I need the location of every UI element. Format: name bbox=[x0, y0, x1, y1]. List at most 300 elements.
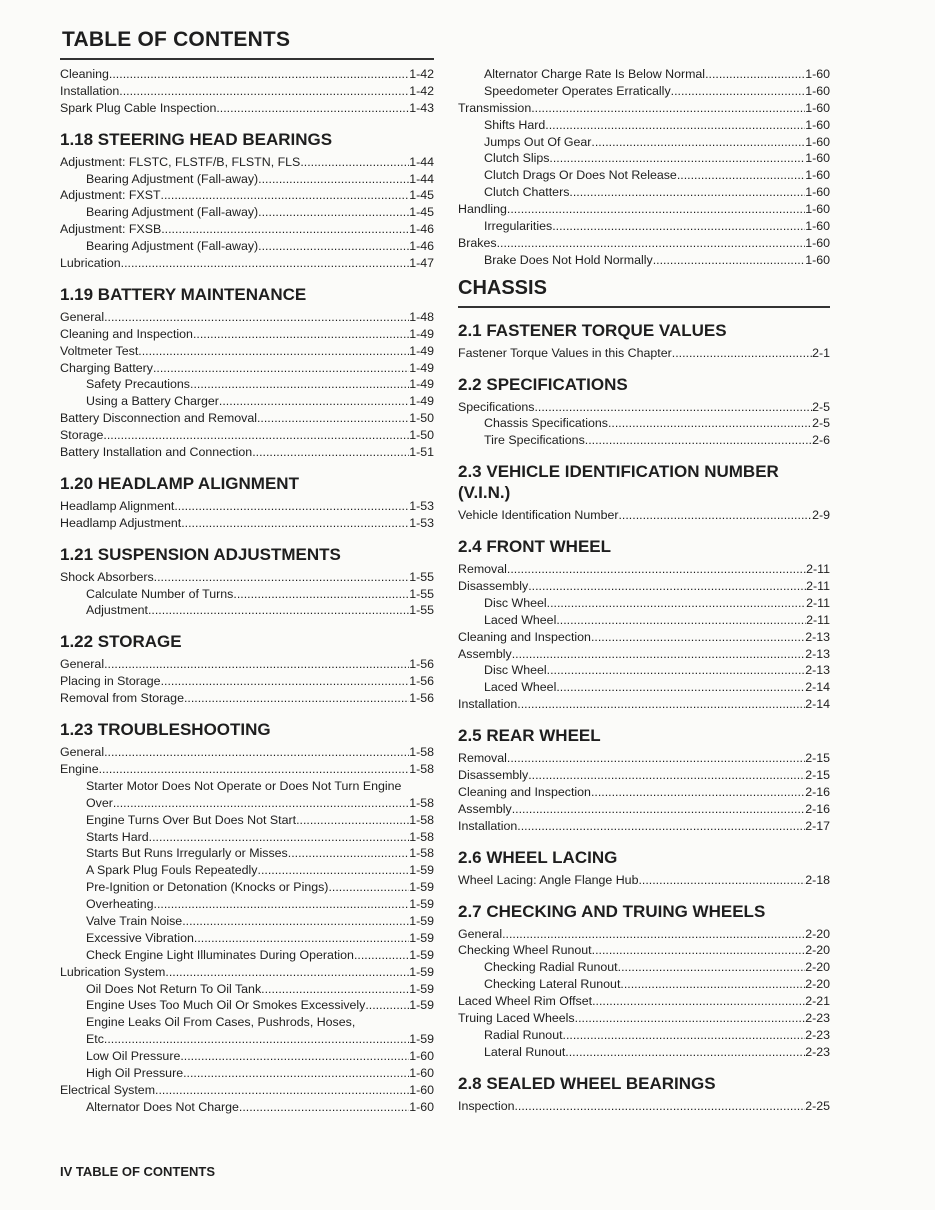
dot-leader bbox=[575, 1010, 806, 1027]
toc-entry[interactable] bbox=[60, 845, 434, 862]
toc-entry[interactable] bbox=[60, 829, 434, 846]
toc-page-number: 2-20 bbox=[805, 960, 830, 975]
toc-page-number: 1-55 bbox=[409, 569, 434, 584]
dot-leader bbox=[534, 399, 812, 416]
dot-leader bbox=[182, 913, 409, 930]
dot-leader bbox=[107, 1031, 409, 1048]
toc-entry-label: Charging Battery bbox=[60, 360, 153, 375]
toc-page-number: 1-49 bbox=[409, 343, 434, 358]
toc-entry[interactable] bbox=[458, 117, 830, 134]
toc-entry[interactable] bbox=[60, 778, 434, 795]
toc-entry[interactable] bbox=[60, 238, 434, 255]
dot-leader bbox=[219, 393, 409, 410]
toc-page-number: 2-9 bbox=[812, 508, 830, 523]
dot-leader bbox=[545, 117, 805, 134]
dot-leader bbox=[153, 360, 409, 377]
dot-leader bbox=[528, 767, 805, 784]
toc-page-number: 1-60 bbox=[409, 1082, 434, 1097]
toc-entry-label: Cleaning and Inspection bbox=[60, 326, 193, 341]
toc-page-number: 1-59 bbox=[409, 913, 434, 928]
toc-entry-label: Specifications bbox=[458, 399, 535, 414]
toc-entry[interactable] bbox=[60, 795, 434, 812]
toc-entry-label: Lateral Runout bbox=[484, 1044, 566, 1059]
toc-entry[interactable] bbox=[458, 100, 830, 117]
toc-entry[interactable] bbox=[458, 150, 830, 167]
toc-entry[interactable] bbox=[458, 801, 830, 818]
toc-entry[interactable] bbox=[60, 964, 434, 981]
toc-entry[interactable] bbox=[458, 415, 830, 432]
toc-page-number: 2-16 bbox=[805, 801, 830, 816]
toc-entry[interactable] bbox=[458, 218, 830, 235]
dot-leader bbox=[138, 343, 409, 360]
toc-page-number: 1-49 bbox=[409, 394, 434, 409]
toc-page-number: 1-60 bbox=[805, 134, 830, 149]
toc-page-number: 2-21 bbox=[805, 994, 830, 1009]
toc-entry-label: Cleaning and Inspection bbox=[458, 784, 591, 799]
toc-page-number: 1-42 bbox=[409, 67, 434, 81]
toc-entry[interactable] bbox=[458, 959, 830, 976]
toc-entry[interactable] bbox=[458, 432, 830, 449]
dot-leader bbox=[154, 896, 410, 913]
toc-entry-label: Clutch Slips bbox=[484, 151, 550, 166]
dot-leader bbox=[528, 578, 806, 595]
toc-entry[interactable] bbox=[60, 1014, 434, 1031]
toc-entry[interactable] bbox=[60, 427, 434, 444]
dot-leader bbox=[181, 515, 409, 532]
dot-leader bbox=[671, 83, 806, 100]
toc-page-number: 2-14 bbox=[805, 697, 830, 712]
toc-right-column bbox=[458, 66, 830, 1115]
toc-page-number: 1-59 bbox=[409, 1032, 434, 1047]
toc-page-number: 1-60 bbox=[805, 235, 830, 250]
toc-entry-label: Installation bbox=[60, 83, 120, 98]
toc-entry[interactable] bbox=[458, 750, 830, 767]
dot-leader bbox=[354, 947, 409, 964]
dot-leader bbox=[556, 679, 805, 696]
toc-entry-label: Engine bbox=[60, 761, 99, 776]
dot-leader bbox=[300, 154, 409, 171]
dot-leader bbox=[591, 134, 805, 151]
dot-leader bbox=[161, 673, 410, 690]
toc-entry[interactable] bbox=[458, 507, 830, 524]
dot-leader bbox=[547, 595, 806, 612]
toc-page-number: 1-59 bbox=[409, 880, 434, 895]
toc-entry[interactable] bbox=[60, 673, 434, 690]
dot-leader bbox=[591, 784, 805, 801]
toc-entry-label: Assembly bbox=[458, 646, 512, 661]
toc-entry[interactable] bbox=[458, 993, 830, 1010]
section-heading: 1.23 TROUBLESHOOTING bbox=[60, 720, 271, 740]
toc-entry-label: Bearing Adjustment (Fall-away) bbox=[86, 205, 259, 220]
toc-entry-label: Adjustment: FLSTC, FLSTF/B, FLSTN, FLS bbox=[60, 154, 301, 169]
toc-entry[interactable] bbox=[458, 1098, 830, 1115]
toc-page-number: 2-1 bbox=[812, 345, 830, 360]
dot-leader bbox=[705, 66, 805, 83]
dot-leader bbox=[288, 845, 409, 862]
dot-leader bbox=[258, 171, 409, 188]
dot-leader bbox=[99, 761, 410, 778]
toc-entry[interactable] bbox=[458, 767, 830, 784]
toc-entry-label: Starter Motor Does Not Operate or Does Not Turn Engine bbox=[86, 778, 402, 793]
dot-leader bbox=[653, 252, 805, 269]
toc-entry-label: Shifts Hard bbox=[484, 117, 546, 132]
toc-page-number: 1-48 bbox=[409, 309, 434, 324]
toc-entry-label: Brake Does Not Hold Normally bbox=[484, 252, 653, 267]
toc-entry[interactable] bbox=[60, 515, 434, 532]
toc-page-number: 1-55 bbox=[409, 586, 434, 601]
toc-entry-label: Check Engine Light Illuminates During Operation bbox=[86, 947, 354, 962]
toc-entry[interactable] bbox=[60, 83, 434, 100]
toc-entry-label: General bbox=[60, 657, 105, 672]
toc-entry[interactable] bbox=[60, 393, 434, 410]
toc-page-number: 2-16 bbox=[805, 784, 830, 799]
toc-entry[interactable] bbox=[458, 561, 830, 578]
dot-leader bbox=[620, 976, 805, 993]
toc-entry-label: General bbox=[60, 745, 105, 760]
dot-leader bbox=[507, 201, 805, 218]
toc-entry-label: Fastener Torque Values in this Chapter bbox=[458, 345, 672, 360]
toc-entry-label: Adjustment: FXST bbox=[60, 188, 161, 203]
title-rule bbox=[60, 58, 434, 60]
toc-entry-label: Cleaning bbox=[60, 67, 109, 81]
toc-page-number: 1-46 bbox=[409, 239, 434, 254]
toc-entry[interactable] bbox=[60, 862, 434, 879]
toc-entry-label: Truing Laced Wheels bbox=[458, 1010, 575, 1025]
toc-entry[interactable] bbox=[60, 1031, 434, 1048]
toc-entry[interactable] bbox=[60, 1082, 434, 1099]
toc-page-number: 2-17 bbox=[805, 818, 830, 833]
toc-page-number: 1-56 bbox=[409, 657, 434, 672]
toc-page-number: 2-14 bbox=[805, 680, 830, 695]
dot-leader bbox=[165, 964, 409, 981]
toc-page-number: 1-60 bbox=[805, 185, 830, 200]
dot-leader bbox=[549, 150, 805, 167]
toc-entry[interactable] bbox=[458, 235, 830, 252]
toc-page-number: 1-47 bbox=[409, 256, 434, 271]
toc-page-number: 1-60 bbox=[805, 100, 830, 115]
toc-entry[interactable] bbox=[60, 187, 434, 204]
toc-page-number: 1-60 bbox=[805, 168, 830, 183]
toc-entry[interactable] bbox=[458, 134, 830, 151]
toc-page-number: 1-56 bbox=[409, 674, 434, 689]
toc-page-number: 1-58 bbox=[409, 846, 434, 861]
toc-entry-label: Laced Wheel bbox=[484, 612, 557, 627]
toc-entry[interactable] bbox=[458, 629, 830, 646]
toc-entry-label: Adjustment bbox=[86, 603, 148, 618]
toc-page-number: 2-20 bbox=[805, 926, 830, 941]
dot-leader bbox=[512, 801, 805, 818]
toc-entry-label: Laced Wheel bbox=[484, 680, 557, 695]
toc-entry-label: Starts Hard bbox=[86, 829, 149, 844]
toc-entry-label: Tire Specifications bbox=[484, 433, 585, 448]
toc-entry[interactable] bbox=[60, 879, 434, 896]
toc-entry[interactable] bbox=[60, 602, 434, 619]
dot-leader bbox=[193, 326, 409, 343]
toc-entry-label: Chassis Specifications bbox=[484, 416, 608, 431]
toc-page-number: 1-45 bbox=[409, 205, 434, 220]
toc-page-number: 1-60 bbox=[805, 219, 830, 234]
toc-entry[interactable] bbox=[458, 976, 830, 993]
toc-entry[interactable] bbox=[60, 913, 434, 930]
dot-leader bbox=[252, 444, 409, 461]
toc-page-number: 1-53 bbox=[409, 515, 434, 530]
toc-entry[interactable] bbox=[458, 646, 830, 663]
dot-leader bbox=[514, 1098, 805, 1115]
toc-entry[interactable] bbox=[60, 498, 434, 515]
toc-entry[interactable] bbox=[60, 586, 434, 603]
toc-page-number: 2-11 bbox=[806, 612, 830, 627]
dot-leader bbox=[103, 427, 409, 444]
toc-entry[interactable] bbox=[60, 1048, 434, 1065]
toc-entry[interactable] bbox=[60, 255, 434, 272]
toc-entry[interactable] bbox=[60, 309, 434, 326]
toc-entry[interactable] bbox=[60, 376, 434, 393]
toc-entry-label: Checking Lateral Runout bbox=[484, 977, 621, 992]
toc-page-number: 1-50 bbox=[409, 411, 434, 426]
section-heading: 2.1 FASTENER TORQUE VALUES bbox=[458, 320, 727, 340]
toc-entry[interactable] bbox=[60, 981, 434, 998]
toc-entry[interactable] bbox=[458, 784, 830, 801]
toc-page-number: 1-58 bbox=[409, 761, 434, 776]
toc-entry-label: Installation bbox=[458, 697, 518, 712]
toc-page-number: 1-59 bbox=[409, 998, 434, 1013]
toc-entry[interactable] bbox=[458, 679, 830, 696]
toc-entry-label: Lubrication bbox=[60, 256, 121, 271]
toc-entry-label: Battery Installation and Connection bbox=[60, 445, 253, 460]
toc-entry[interactable] bbox=[60, 690, 434, 707]
toc-entry-label: Clutch Chatters bbox=[484, 185, 570, 200]
toc-page-number: 1-60 bbox=[805, 67, 830, 81]
dot-leader bbox=[257, 410, 409, 427]
toc-page-number: 2-13 bbox=[805, 646, 830, 661]
toc-entry-label: Low Oil Pressure bbox=[86, 1049, 181, 1064]
toc-page-number: 1-43 bbox=[409, 100, 434, 115]
dot-leader bbox=[261, 981, 409, 998]
toc-page-number: 1-60 bbox=[805, 83, 830, 98]
toc-entry-label: Disc Wheel bbox=[484, 595, 547, 610]
toc-entry[interactable] bbox=[458, 345, 830, 362]
dot-leader bbox=[502, 926, 805, 943]
dot-leader bbox=[556, 612, 806, 629]
dot-leader bbox=[121, 255, 410, 272]
toc-entry[interactable] bbox=[60, 100, 434, 117]
toc-entry-label: Wheel Lacing: Angle Flange Hub bbox=[458, 872, 639, 887]
toc-entry[interactable] bbox=[458, 612, 830, 629]
toc-entry[interactable] bbox=[458, 184, 830, 201]
section-heading: 1.19 BATTERY MAINTENANCE bbox=[60, 284, 307, 304]
dot-leader bbox=[677, 167, 805, 184]
toc-entry[interactable] bbox=[60, 761, 434, 778]
toc-page-number: 1-56 bbox=[409, 691, 434, 706]
dot-leader bbox=[184, 690, 409, 707]
toc-page-number: 1-60 bbox=[409, 1065, 434, 1080]
dot-leader bbox=[190, 376, 409, 393]
dot-leader bbox=[563, 1027, 806, 1044]
toc-entry[interactable] bbox=[60, 410, 434, 427]
dot-leader bbox=[565, 1044, 805, 1061]
toc-entry[interactable] bbox=[458, 872, 830, 889]
toc-entry[interactable] bbox=[458, 942, 830, 959]
toc-page-number: 2-6 bbox=[812, 433, 830, 448]
dot-leader bbox=[258, 862, 410, 879]
toc-entry[interactable] bbox=[458, 1027, 830, 1044]
toc-page-number: 2-18 bbox=[805, 872, 830, 887]
toc-entry-label: Irregularities bbox=[484, 219, 553, 234]
toc-entry-label: Engine Uses Too Much Oil Or Smokes Excessively bbox=[86, 998, 366, 1013]
toc-entry[interactable] bbox=[60, 221, 434, 238]
toc-entry[interactable] bbox=[458, 167, 830, 184]
toc-entry[interactable] bbox=[458, 926, 830, 943]
dot-leader bbox=[233, 586, 409, 603]
toc-page-number: 2-25 bbox=[805, 1098, 830, 1113]
toc-page-number: 1-44 bbox=[409, 171, 434, 186]
toc-entry[interactable] bbox=[60, 656, 434, 673]
toc-entry-label: General bbox=[458, 926, 503, 941]
toc-entry[interactable] bbox=[60, 569, 434, 586]
dot-leader bbox=[194, 930, 409, 947]
toc-page-number: 1-59 bbox=[409, 863, 434, 878]
toc-entry-label: Radial Runout bbox=[484, 1027, 563, 1042]
toc-entry-label: Headlamp Adjustment bbox=[60, 515, 182, 530]
toc-entry[interactable] bbox=[60, 171, 434, 188]
toc-page-number: 1-49 bbox=[409, 326, 434, 341]
dot-leader bbox=[618, 507, 812, 524]
toc-entry-label: Battery Disconnection and Removal bbox=[60, 411, 257, 426]
toc-entry-label: Handling bbox=[458, 202, 507, 217]
toc-entry-label: Disc Wheel bbox=[484, 663, 547, 678]
toc-page-number: 2-11 bbox=[806, 595, 830, 610]
toc-entry[interactable] bbox=[458, 201, 830, 218]
toc-entry-label: Assembly bbox=[458, 801, 512, 816]
dot-leader bbox=[258, 238, 409, 255]
dot-leader bbox=[258, 204, 409, 221]
toc-entry[interactable] bbox=[458, 662, 830, 679]
toc-entry-label: Brakes bbox=[458, 235, 497, 250]
toc-entry[interactable] bbox=[458, 1010, 830, 1027]
toc-page-number: 1-59 bbox=[409, 964, 434, 979]
toc-entry[interactable] bbox=[60, 744, 434, 761]
dot-leader bbox=[638, 872, 805, 889]
toc-entry-label: General bbox=[60, 309, 105, 324]
section-heading: 1.21 SUSPENSION ADJUSTMENTS bbox=[60, 544, 341, 564]
toc-entry-label: Voltmeter Test bbox=[60, 343, 139, 358]
toc-entry[interactable] bbox=[60, 947, 434, 964]
toc-page-number: 2-20 bbox=[805, 943, 830, 958]
page-title: TABLE OF CONTENTS bbox=[62, 28, 291, 51]
toc-entry-label: Oil Does Not Return To Oil Tank bbox=[86, 981, 262, 996]
toc-entry-label: Electrical System bbox=[60, 1082, 156, 1097]
toc-entry-label: Clutch Drags Or Does Not Release bbox=[484, 168, 677, 183]
toc-entry-label: Lubrication System bbox=[60, 964, 166, 979]
toc-page-number: 1-58 bbox=[409, 829, 434, 844]
toc-page-number: 1-59 bbox=[409, 981, 434, 996]
toc-entry-label: High Oil Pressure bbox=[86, 1065, 184, 1080]
toc-entry[interactable] bbox=[458, 1044, 830, 1061]
toc-entry-label: Pre-Ignition or Detonation (Knocks or Pings) bbox=[86, 880, 329, 895]
toc-page-number: 1-50 bbox=[409, 428, 434, 443]
toc-entry[interactable] bbox=[458, 399, 830, 416]
toc-page-number: 2-20 bbox=[805, 977, 830, 992]
toc-entry[interactable] bbox=[60, 1065, 434, 1082]
dot-leader bbox=[507, 561, 806, 578]
toc-entry[interactable] bbox=[458, 66, 830, 83]
toc-entry[interactable] bbox=[60, 326, 434, 343]
toc-entry[interactable] bbox=[60, 360, 434, 377]
toc-page-number: 2-11 bbox=[806, 579, 830, 594]
toc-page-number: 1-51 bbox=[409, 445, 434, 460]
toc-entry[interactable] bbox=[60, 1099, 434, 1116]
dot-leader bbox=[104, 656, 409, 673]
toc-page-number: 2-13 bbox=[805, 663, 830, 678]
toc-page-number: 1-58 bbox=[409, 745, 434, 760]
toc-entry[interactable] bbox=[60, 444, 434, 461]
toc-entry[interactable] bbox=[60, 66, 434, 83]
toc-entry-label: Alternator Charge Rate Is Below Normal bbox=[484, 67, 706, 81]
dot-leader bbox=[592, 993, 805, 1010]
toc-entry[interactable] bbox=[458, 595, 830, 612]
toc-entry[interactable] bbox=[458, 83, 830, 100]
dot-leader bbox=[155, 1082, 409, 1099]
dot-leader bbox=[531, 100, 805, 117]
toc-entry-label: Safety Precautions bbox=[86, 377, 191, 392]
toc-entry-label: Inspection bbox=[458, 1098, 515, 1113]
toc-entry[interactable] bbox=[60, 930, 434, 947]
dot-leader bbox=[109, 66, 409, 83]
toc-page-number: 1-59 bbox=[409, 930, 434, 945]
toc-entry[interactable] bbox=[458, 578, 830, 595]
toc-page-number: 1-60 bbox=[805, 151, 830, 166]
toc-page-number: 1-60 bbox=[409, 1099, 434, 1114]
toc-entry[interactable] bbox=[60, 812, 434, 829]
section-heading: 1.18 STEERING HEAD BEARINGS bbox=[60, 129, 333, 149]
dot-leader bbox=[148, 602, 409, 619]
toc-entry-label: Disassembly bbox=[458, 768, 529, 783]
toc-entry-label: Calculate Number of Turns bbox=[86, 586, 234, 601]
section-heading: 2.8 SEALED WHEEL BEARINGS bbox=[458, 1073, 716, 1093]
toc-entry-label: Shock Absorbers bbox=[60, 569, 154, 584]
dot-leader bbox=[507, 750, 805, 767]
toc-entry-label: Checking Wheel Runout bbox=[458, 943, 592, 958]
toc-entry[interactable] bbox=[458, 252, 830, 269]
toc-page-number: 1-49 bbox=[409, 377, 434, 392]
toc-entry-label: Bearing Adjustment (Fall-away) bbox=[86, 239, 259, 254]
dot-leader bbox=[119, 83, 409, 100]
toc-entry[interactable] bbox=[60, 896, 434, 913]
toc-entry-label: Alternator Does Not Charge bbox=[86, 1099, 239, 1114]
dot-leader bbox=[585, 432, 812, 449]
toc-entry-label: Checking Radial Runout bbox=[484, 960, 618, 975]
toc-entry[interactable] bbox=[60, 204, 434, 221]
dot-leader bbox=[149, 829, 410, 846]
chapter-heading: CHASSIS bbox=[458, 276, 547, 299]
toc-page-number: 1-60 bbox=[409, 1049, 434, 1064]
toc-entry-label: Starts But Runs Irregularly or Misses bbox=[86, 846, 288, 861]
toc-page-number: 1-58 bbox=[409, 812, 434, 827]
toc-entry[interactable] bbox=[60, 154, 434, 171]
toc-entry[interactable] bbox=[458, 818, 830, 835]
toc-page-number: 1-59 bbox=[409, 947, 434, 962]
toc-entry-label: Installation bbox=[458, 818, 518, 833]
toc-entry[interactable] bbox=[458, 696, 830, 713]
section-heading: 2.4 FRONT WHEEL bbox=[458, 537, 612, 557]
toc-entry-label: Removal bbox=[458, 562, 507, 577]
section-heading: 1.22 STORAGE bbox=[60, 632, 182, 652]
toc-entry-label: Overheating bbox=[86, 897, 154, 912]
toc-page-number: 2-11 bbox=[806, 562, 830, 577]
toc-entry[interactable] bbox=[60, 343, 434, 360]
toc-entry[interactable] bbox=[60, 997, 434, 1014]
toc-entry-label: Spark Plug Cable Inspection bbox=[60, 100, 217, 115]
